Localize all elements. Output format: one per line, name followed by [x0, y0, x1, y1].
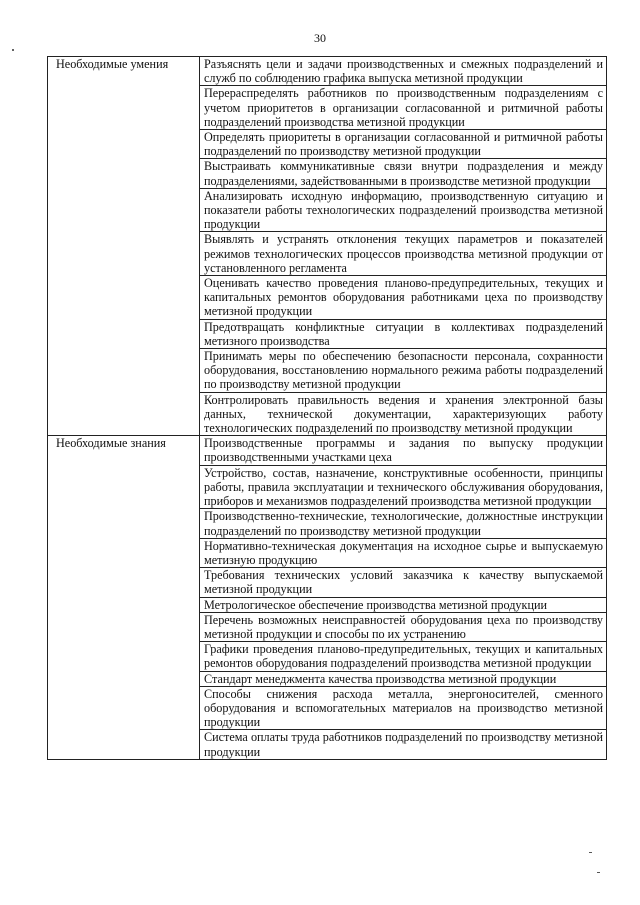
skill-item: Контролировать правильность ведения и хранения электронной базы данных, технической документации, характеризующих работу технологических подразделений по производству метизной продукции [200, 392, 607, 436]
skill-item: Выявлять и устранять отклонения текущих параметров и показателей режимов технологических процессов производства метизной продукции от установленного регламента [200, 232, 607, 276]
knowledge-item: Графики проведения планово-предупредительных, текущих и капитальных ремонтов оборудования подразделений производства метизной продукции [200, 642, 607, 671]
skill-item: Принимать меры по обеспечению безопасности персонала, сохранности оборудования, восстановлению нормального режима работы подразделений по производству метизной продукции [200, 349, 607, 393]
knowledge-item: Производственно-технические, технологические, должностные инструкции подразделений по производству метизной продукции [200, 509, 607, 538]
section-label-knowledge: Необходимые знания [48, 436, 200, 759]
knowledge-item: Метрологическое обеспечение производства метизной продукции [200, 597, 607, 612]
scan-speck [589, 852, 592, 853]
skill-item: Анализировать исходную информацию, производственную ситуацию и показатели работы технологических подразделений производства метизной продукции [200, 188, 607, 232]
knowledge-item: Требования технических условий заказчика к качеству выпускаемой метизной продукции [200, 568, 607, 597]
skill-item: Оценивать качество проведения планово-предупредительных, текущих и капитальных ремонтов оборудования работниками цеха по производству метизной продукции [200, 276, 607, 320]
knowledge-item: Перечень возможных неисправностей оборудования цеха по производству метизной продукции и способы по их устранению [200, 612, 607, 641]
section-label-skills: Необходимые умения [48, 57, 200, 436]
skill-item: Предотвращать конфликтные ситуации в коллективах подразделений метизного производства [200, 319, 607, 348]
knowledge-item: Система оплаты труда работников подразделений по производству метизной продукции [200, 730, 607, 759]
table-row [48, 57, 607, 86]
page-number: 30 [314, 31, 326, 45]
knowledge-item: Устройство, состав, назначение, конструктивные особенности, принципы работы, правила эксплуатации и технического обслуживания оборудования, приборов и механизмов подразделений производства метизной продукции [200, 465, 607, 509]
skill-item: Разъяснять цели и задачи производственных и смежных подразделений и служб по соблюдению графика выпуска метизной продукции [200, 57, 607, 86]
skill-item: Перераспределять работников по производственным подразделениям с учетом приоритетов в организации согласованной и ритмичной работы подразделений производства метизной продукции [200, 86, 607, 130]
knowledge-item: Стандарт менеджмента качества производства метизной продукции [200, 671, 607, 686]
table-row [48, 436, 607, 465]
skill-item: Определять приоритеты в организации согласованной и ритмичной работы подразделений по производству метизной продукции [200, 130, 607, 159]
competency-table [47, 56, 607, 760]
scan-speck [597, 872, 600, 873]
knowledge-item: Способы снижения расхода металла, энергоносителей, сменного оборудования и вспомогательных материалов на производство метизной продукции [200, 686, 607, 730]
knowledge-item: Производственные программы и задания по выпуску продукции производственными участками цеха [200, 436, 607, 465]
knowledge-item: Нормативно-техническая документация на исходное сырье и выпускаемую метизную продукцию [200, 538, 607, 567]
scan-speck [12, 49, 14, 51]
skill-item: Выстраивать коммуникативные связи внутри подразделения и между подразделениями, задействованными в производстве метизной продукции [200, 159, 607, 188]
